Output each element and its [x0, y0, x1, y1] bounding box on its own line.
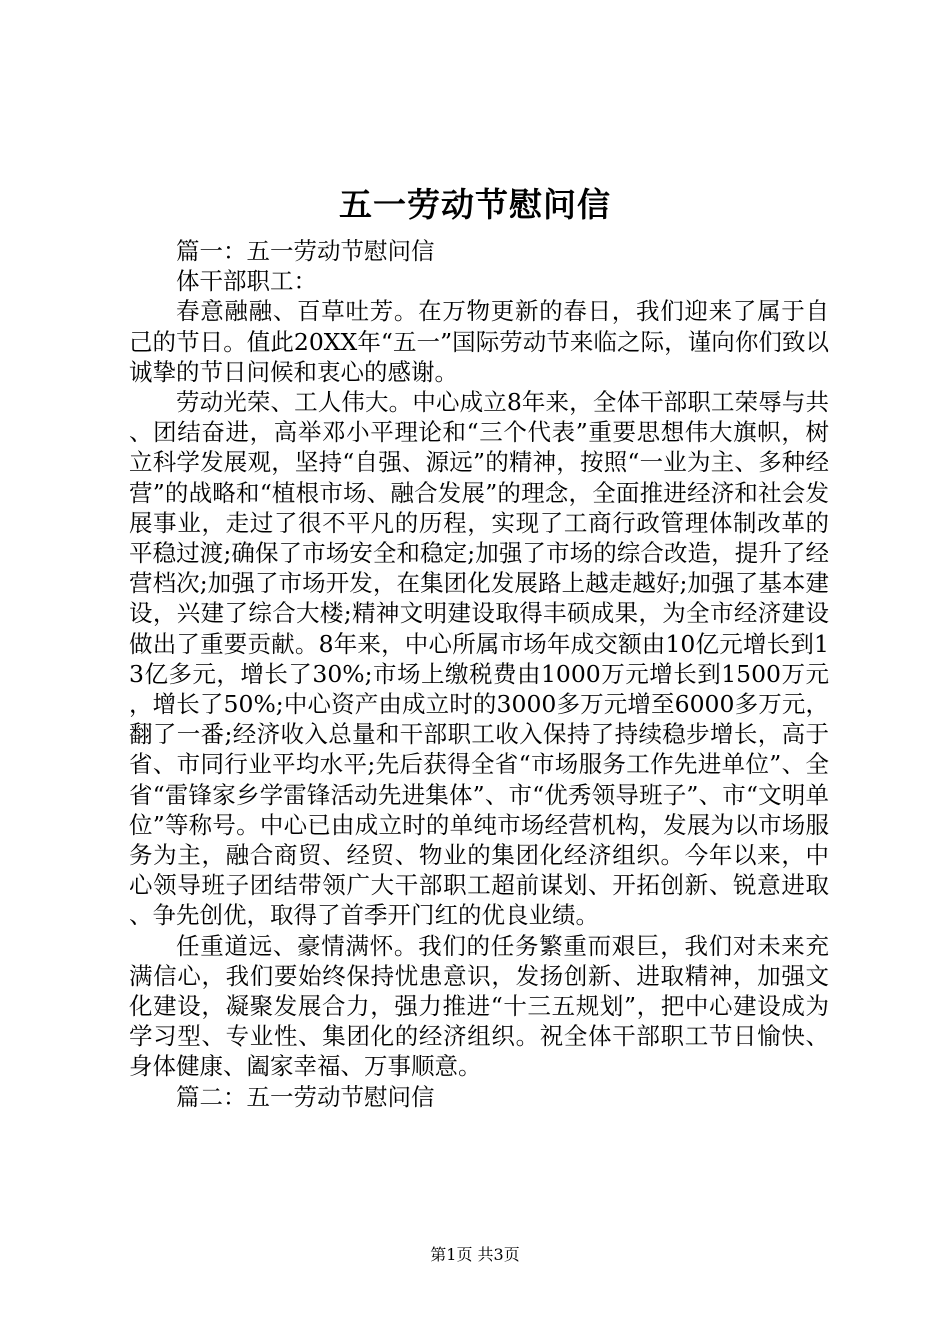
document-body [129, 236, 829, 1112]
section-heading: 篇一：五一劳动节慰问信 [176, 237, 435, 265]
body-paragraph: 任重道远、豪情满怀。我们的任务繁重而艰巨，我们对未来充满信心，我们要始终保持忧患意识，发扬创新、进取精神，加强文化建设，凝聚发展合力，强力推进“十三五规划”，把中心建设成为学习型、专业性、集团化的经济组织。祝全体干部职工节日愉快、身体健康、阖家幸福、万事顺意。 [129, 931, 829, 1081]
salutation: 体干部职工： [176, 267, 317, 296]
page-footer: 第1页 共3页 [430, 1245, 520, 1264]
body-paragraph: 春意融融、百草吐芳。在万物更新的春日，我们迎来了属于自己的节日。值此20XX年“五一”国际劳动节来临之际，谨向你们致以诚挚的节日问候和衷心的感谢。 [129, 297, 829, 386]
body-paragraph: 劳动光荣、工人伟大。中心成立8年来，全体干部职工荣辱与共、团结奋进，高举邓小平理论和“三个代表”重要思想伟大旗帜，树立科学发展观，坚持“自强、源远”的精神，按照“一业为主、多种经营”的战略和“植根市场、融合发展”的理念，全面推进经济和社会发展事业，走过了很不平凡的历程，实现了工商行政管理体制改革的平稳过渡;确保了市场安全和稳定;加强了市场的综合改造，提升了经营档次;加强了市场开发，在集团化发展路上越走越好;加强了基本建设，兴建了综合大楼;精神文明建设取得丰硕成果，为全市经济建设做出了重要贡献。8年来，中心所属市场年成交额由10亿元增长到13亿多元，增长了30%;市场上缴税费由1000万元增长到1500万元，增长了50%;中心资产由成立时的3000多万元增至6000多万元，翻了一番;经济收入总量和干部职工收入保持了持续稳步增长，高于省、市同行业平均水平;先后获得全省“市场服务工作先进单位”、全省“雷锋家乡学雷锋活动先进集体”、市“优秀领导班子”、市“文明单位”等称号。中心已由成立时的单纯市场经营机构，发展为以市场服务为主，融合商贸、经贸、物业的集团化经济组织。今年以来，中心领导班子团结带领广大干部职工超前谋划、开拓创新、锐意进取、争先创优，取得了首季开门红的优良业绩。 [129, 388, 829, 930]
document-title: 五一劳动节慰问信 [339, 185, 611, 224]
section-heading: 篇二：五一劳动节慰问信 [176, 1082, 435, 1111]
